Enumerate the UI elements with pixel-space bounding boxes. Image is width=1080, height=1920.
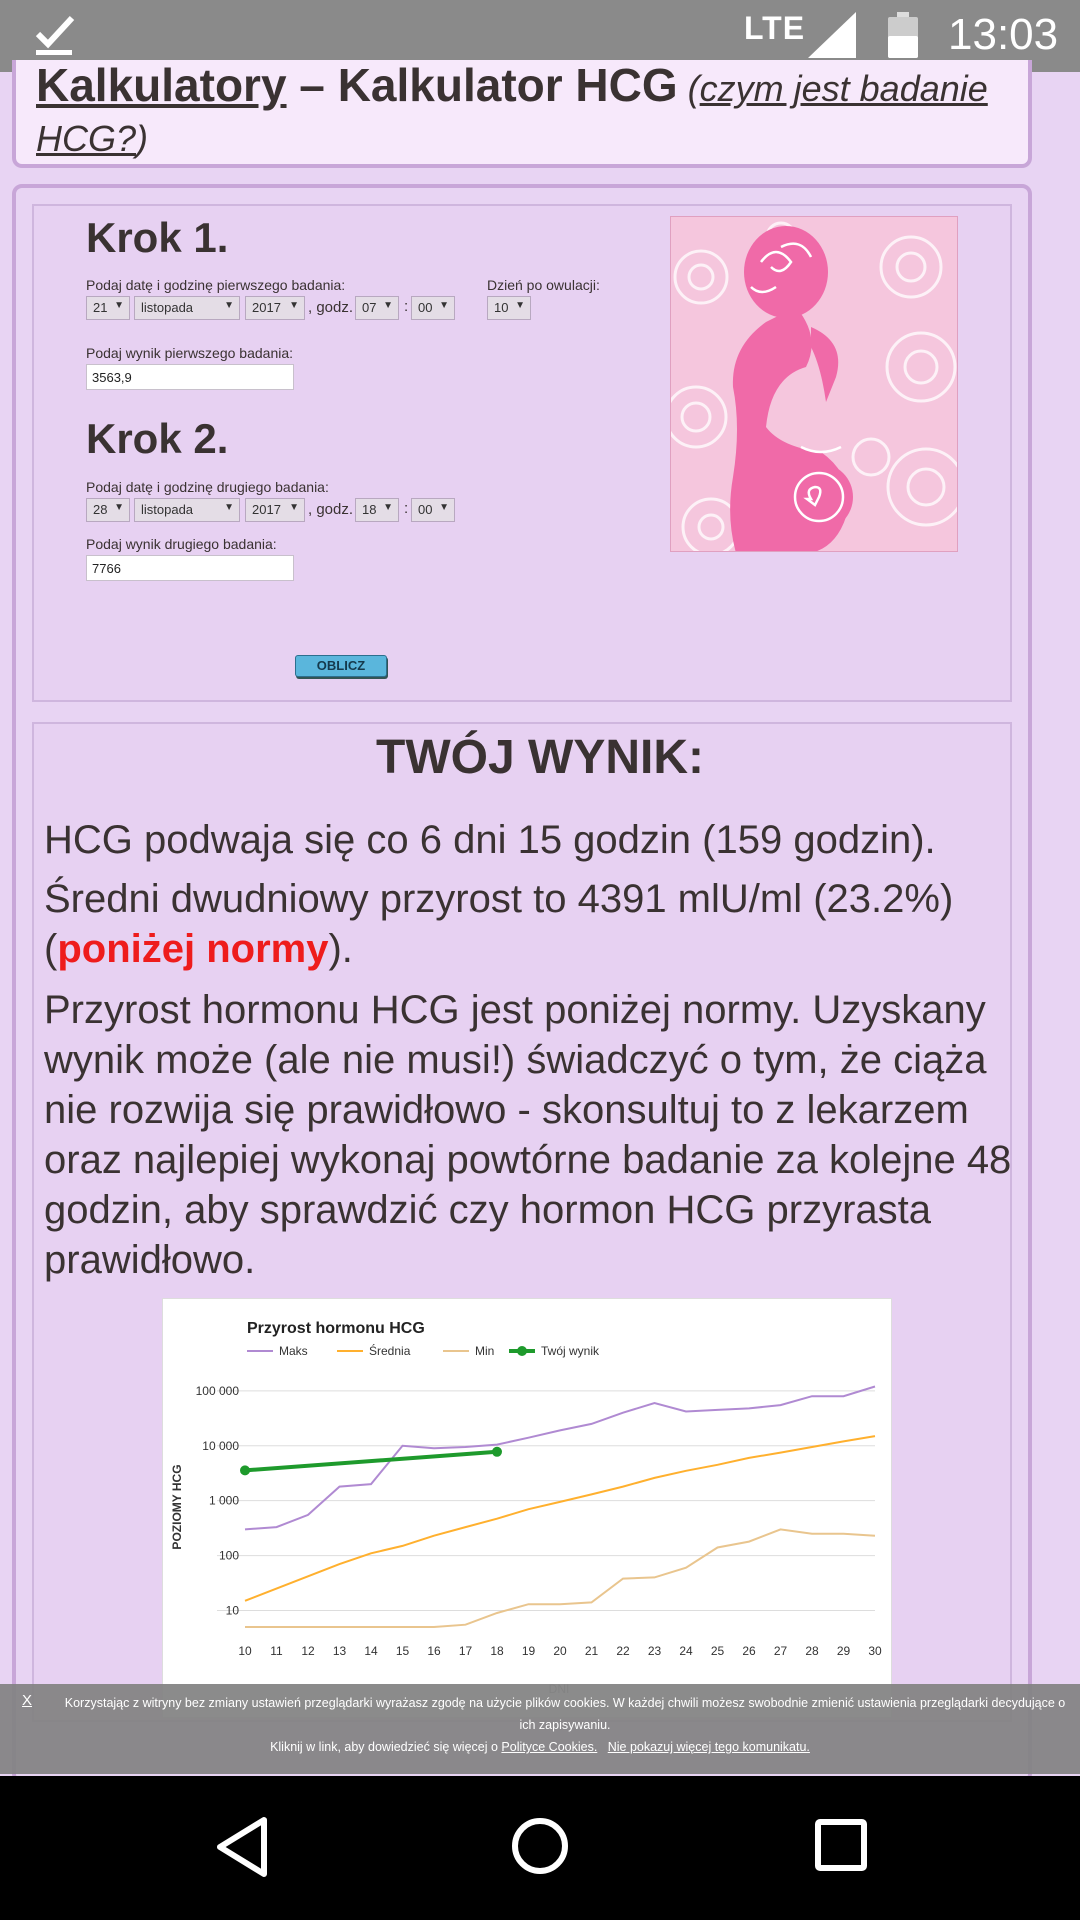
chart-x-tick-label: 29 (836, 1644, 851, 1658)
chart-x-tick-label: 10 (238, 1644, 252, 1658)
average-increase-text: Średni dwudniowy przyrost to 4391 mlU/ml (23.2%) (poniżej normy). (44, 877, 954, 971)
home-icon[interactable] (510, 1816, 570, 1876)
legend-label: Maks (279, 1344, 308, 1358)
chart-title: Przyrost hormonu HCG (247, 1320, 425, 1337)
chart-x-tick-label: 16 (427, 1644, 441, 1658)
chevron-down-icon: ▼ (114, 300, 124, 311)
paren-open: ( (677, 68, 700, 109)
cookie-links: Kliknij w link, aby dowiedzieć się więcej o Polityce Cookies. Nie pokazuj więcej tego komunikatu. (270, 1740, 810, 1754)
chart-series-line (245, 1436, 875, 1601)
step2-result-input[interactable] (86, 555, 294, 581)
ovulation-label: Dzień po owulacji: (487, 277, 600, 293)
step2-day-select[interactable]: 28 ▼ (86, 498, 130, 522)
chart-y-tick-label: 100 (218, 1548, 239, 1563)
legend-label: Min (475, 1344, 495, 1358)
cookie-close-button[interactable]: X (22, 1692, 33, 1709)
legend-label: Twój wynik (541, 1344, 600, 1358)
chart-x-tick-label: 11 (270, 1644, 283, 1658)
chart-y-tick-label: 10 (225, 1603, 239, 1618)
legend-marker (517, 1346, 527, 1356)
chevron-down-icon: ▼ (289, 502, 299, 513)
step1-result-label: Podaj wynik pierwszego badania: (86, 345, 294, 361)
paren-close: ) (136, 118, 149, 159)
chevron-down-icon: ▼ (515, 300, 525, 311)
step1-year-select[interactable]: 2017 ▼ (245, 296, 305, 320)
pregnant-woman-icon (671, 217, 958, 552)
chart-x-tick-label: 23 (647, 1644, 662, 1658)
step2-minute-select[interactable]: 00 ▼ (411, 498, 455, 522)
result-explanation: Przyrost hormonu HCG jest poniżej normy. Uzyskany wynik może (ale nie musi!) świadczyć o tym, że ciąża nie rozwija się prawidłowo - skonsultuj to z lekarzem oraz najlepiej wykonaj powtórne badanie za kolejne 48 godzin, aby sprawdzić czy hormon HCG przyrasta prawidłowo. (44, 988, 1012, 1282)
step2-hour-label: , godz. (308, 501, 354, 518)
step2-month-select[interactable]: listopada ▼ (134, 498, 240, 522)
chevron-down-icon: ▼ (114, 502, 124, 513)
step2-colon: : (404, 500, 409, 517)
step1-title: Krok 1. (86, 214, 229, 261)
chart-point (492, 1447, 502, 1457)
chevron-down-icon: ▼ (224, 502, 234, 513)
title-text: Kalkulator HCG (337, 59, 678, 111)
chevron-down-icon: ▼ (224, 300, 234, 311)
step2-hour-select[interactable]: 18 ▼ (355, 498, 399, 522)
result-heading: TWÓJ WYNIK: (376, 731, 704, 784)
chart-y-tick-label: 100 000 (195, 1383, 239, 1398)
step1-day-select[interactable]: 21 ▼ (86, 296, 130, 320)
chart-x-tick-label: 14 (364, 1644, 378, 1658)
chart-series-line (245, 1452, 497, 1471)
below-norm-label: poniżej normy (57, 927, 329, 971)
step2-title: Krok 2. (86, 415, 229, 462)
chart-x-tick-label: 27 (773, 1644, 788, 1658)
chart-x-tick-label: 21 (584, 1644, 599, 1658)
chart-series-line (245, 1387, 875, 1530)
page-title (36, 59, 1016, 162)
step2-year-select[interactable]: 2017 ▼ (245, 498, 305, 522)
chevron-down-icon: ▼ (383, 502, 393, 513)
ovulation-select[interactable]: 10 ▼ (487, 296, 531, 320)
chart-x-tick-label: 28 (805, 1644, 819, 1658)
chart-y-tick-label: 1 000 (208, 1493, 239, 1508)
legend-label: Średnia (369, 1344, 411, 1358)
clock: 13:03 (948, 10, 1059, 59)
navigation-bar (0, 1776, 1080, 1920)
chart-x-tick-label: 15 (395, 1644, 410, 1658)
step1-date-label: Podaj datę i godzinę pierwszego badania: (86, 277, 346, 293)
step1-colon: : (404, 298, 409, 315)
chart-series-line (245, 1529, 875, 1627)
chevron-down-icon: ▼ (289, 300, 299, 311)
chevron-down-icon: ▼ (439, 502, 449, 513)
chart-x-tick-label: 24 (679, 1644, 693, 1658)
chart-x-tick-label: 18 (490, 1644, 504, 1658)
step2-result-label: Podaj wynik drugiego badania: (86, 536, 277, 552)
step1-month-select[interactable]: listopada ▼ (134, 296, 240, 320)
chart-x-tick-label: 19 (521, 1644, 536, 1658)
chevron-down-icon: ▼ (439, 300, 449, 311)
signal-icon (808, 12, 856, 58)
chart-x-tick-label: 17 (458, 1644, 473, 1658)
chart-x-tick-label: 13 (332, 1644, 347, 1658)
doubling-time-text: HCG podwaja się co 6 dni 15 godzin (159 godzin). (44, 818, 936, 862)
header-box (12, 60, 1032, 168)
chart-x-tick-label: 22 (616, 1644, 630, 1658)
chart-x-tick-label: 30 (868, 1644, 882, 1658)
chevron-down-icon: ▼ (383, 300, 393, 311)
step1-minute-select[interactable]: 00 ▼ (411, 296, 455, 320)
hcg-chart-svg (163, 1299, 892, 1718)
cookie-text: Korzystając z witryny bez zmiany ustawień przeglądarki wyrażasz zgodę na użycie plików cookies. W każdej chwili możesz swobodnie zmienić ustawienia przeglądarki decydujące o ich zapisywaniu. (64, 1696, 1066, 1732)
chart-x-tick-label: 20 (553, 1644, 567, 1658)
chart-point (240, 1465, 250, 1475)
pregnant-woman-illustration (670, 216, 958, 552)
step1-hour-select[interactable]: 07 ▼ (355, 296, 399, 320)
step1-result-input[interactable] (86, 364, 294, 390)
title-dash: – (286, 59, 338, 111)
step1-hour-label: , godz. (308, 299, 354, 316)
chart-x-tick-label: 25 (710, 1644, 725, 1658)
chart-y-tick-label: 10 000 (202, 1438, 239, 1453)
cookie-dismiss-link[interactable]: Nie pokazuj więcej tego komunikatu. (607, 1740, 810, 1754)
hcg-info-link[interactable]: czym jest badanie HCG? (36, 68, 988, 159)
cookie-policy-link[interactable]: Polityce Cookies. (501, 1740, 598, 1754)
breadcrumb-link[interactable]: Kalkulatory (36, 59, 287, 111)
calculate-button[interactable]: OBLICZ (295, 655, 387, 677)
chart-y-axis-label: POZIOMY HCG (170, 1464, 184, 1550)
chart-x-tick-label: 26 (742, 1644, 756, 1658)
chart-x-tick-label: 12 (301, 1644, 315, 1658)
hcg-chart (162, 1298, 892, 1718)
checkmark-icon (34, 12, 78, 56)
network-type: LTE (744, 10, 806, 46)
cookie-banner (0, 1684, 1080, 1774)
back-icon[interactable] (212, 1814, 272, 1880)
recents-icon[interactable] (814, 1818, 868, 1872)
battery-icon (888, 12, 918, 58)
step2-date-label: Podaj datę i godzinę drugiego badania: (86, 479, 329, 495)
